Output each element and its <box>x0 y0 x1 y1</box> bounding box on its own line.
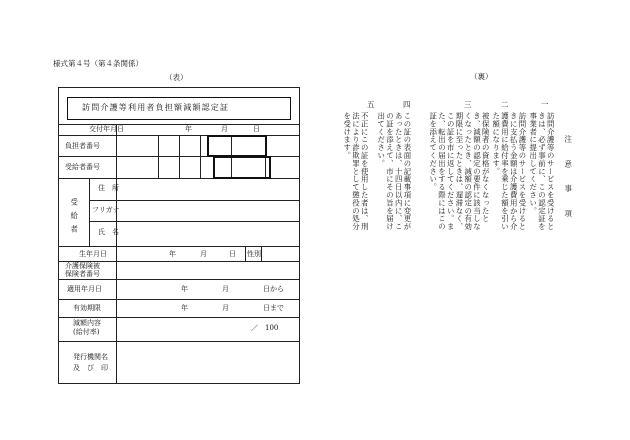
back-label: （裏） <box>470 72 493 81</box>
recipient-group-label: 受給者 <box>69 198 79 239</box>
note-3: 被保険者の資格がなくなったとき、減額の認定の要件に該当しなくなったとき、減額の認定の有効期限に至ったときは、遅滞なく、この証を市に返してください。また、転出の届出をする際にはこの証を添えてください。 <box>428 112 491 231</box>
sex-label: 性別 <box>247 250 261 258</box>
notes-title: 注 意 事 項 <box>563 135 573 222</box>
note-2: 訪問介護等のサービスを受けるときに支払う金額は介護費用から介護費用に給付率を乗じた額を引いた額になります。 <box>491 112 527 231</box>
note-5: 不正にこの証を使用した者は、刑法により詐欺罪として懲役の処分を受けます。 <box>342 112 370 231</box>
birthdate-label: 生年月日 <box>79 250 107 258</box>
until-label: 日まで <box>263 304 284 312</box>
front-form: 訪問介護等利用者負担額減額認定証 交付年月日 年 月 日 負担者番号 受給者番号 受給者 住 所 フリガナ 氏 名 生年月日 年 月 日 性別 介護保険被 保険者番号 適用年月日 年 月 日から 有効期限 年 月 日まで 減額内容 (給付率) ／ 100 発行機関名 及 び 印 <box>58 87 300 384</box>
note-4: この証の表面の記載事項に変更があったときは、十四日以内に、この証を添えて、市にその旨を届け出てください。 <box>376 112 412 231</box>
furigana-label: フリガナ <box>92 206 120 214</box>
applied-date-label: 適用年月日 <box>67 285 102 293</box>
recipient-number-box <box>213 156 271 179</box>
burden-number-box <box>207 135 267 157</box>
from-label: 日から <box>263 285 284 293</box>
form-number: 様式第４号（第４条関係） <box>53 59 143 68</box>
recipient-number-label: 受給者番号 <box>65 163 100 171</box>
validity-label: 有効期限 <box>73 304 101 312</box>
address-label: 住 所 <box>98 184 119 192</box>
name-label: 氏 名 <box>98 228 119 236</box>
rate-value: ／ 100 <box>251 324 279 332</box>
front-label: （表） <box>165 73 188 82</box>
burden-number-label: 負担者番号 <box>65 142 100 150</box>
certificate-title: 訪問介護等利用者負担額減額認定証 <box>82 103 230 112</box>
issue-date-label: 交付年月日 <box>89 125 124 133</box>
note-1: 訪問介護等のサービスを受けるときは、必ず事前に、この認定証を事業者に提出してください。 <box>528 112 556 231</box>
